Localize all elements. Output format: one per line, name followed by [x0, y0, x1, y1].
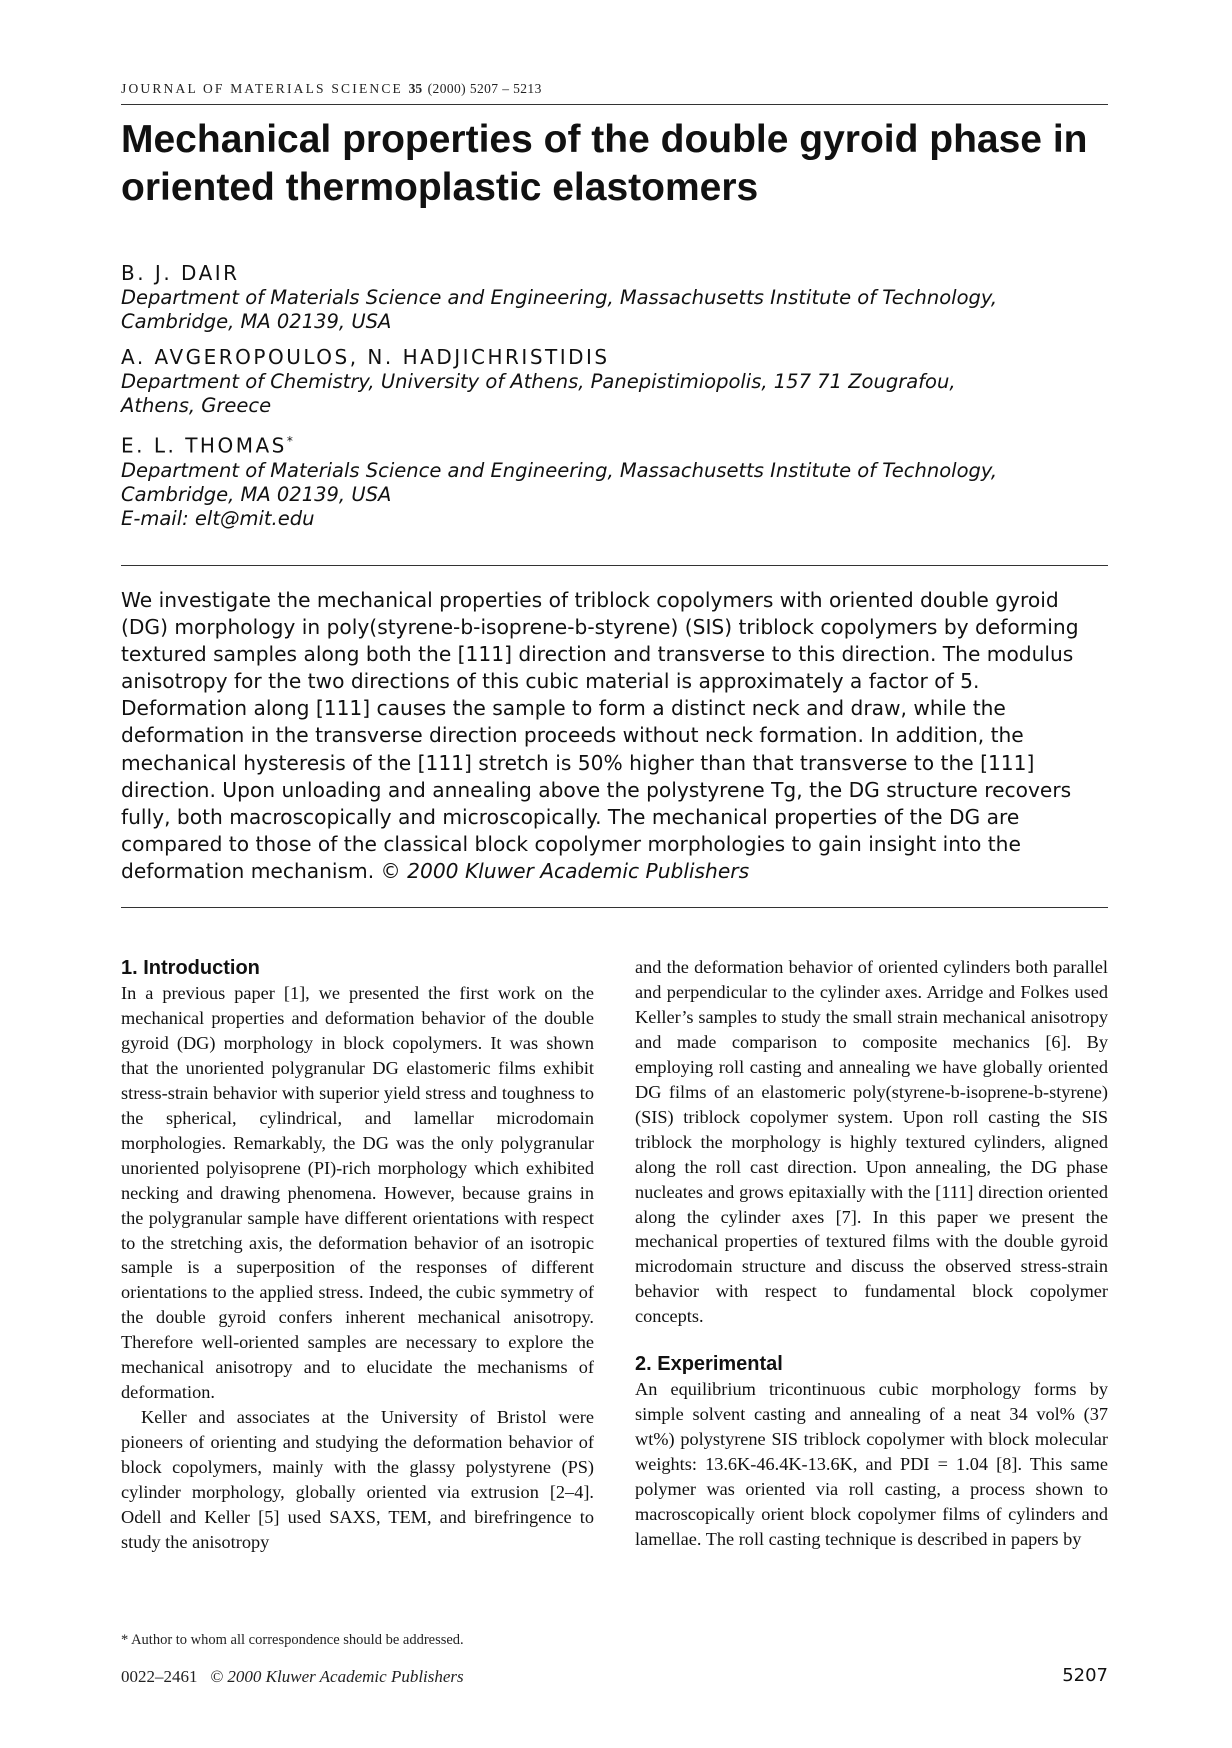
right-column [635, 955, 1108, 1552]
section-heading-experimental: 2. Experimental [635, 1353, 783, 1376]
abstract [121, 587, 1108, 885]
running-header [121, 81, 1108, 103]
abstract-copyright: © 2000 Kluwer Academic Publishers [380, 858, 750, 883]
paragraph: Keller and associates at the University of Bristol were pioneers of orienting and studying the deformation behavior of block copolymers, mainly with the glassy polystyrene (PS) cylinder morphology, globally oriented via extrusion [2–4]. Odell and Keller [5] used SAXS, TEM, and birefringence to study the anisotropy [121, 1407, 594, 1552]
journal-name: JOURNAL OF MATERIALS SCIENCE [121, 81, 403, 96]
author-affiliation: Department of Materials Science and Engineering, Massachusetts Institute of Technology, Cambridge, MA 02139, USA E-mail: elt@mit.edu [121, 458, 998, 530]
page-footer [121, 1667, 464, 1687]
author-name: B. J. DAIR [121, 261, 240, 285]
author-list [121, 260, 1108, 541]
abstract-text: We investigate the mechanical properties of triblock copolymers with oriented double gyroid (DG) morphology in poly(styrene-b-isoprene-b-styrene) (SIS) triblock copolymers by deforming textured samples along both the [111] direction and transverse to this direction. The modulus anisotropy for the two directions of this cubic material is approximately a factor of 5. Deformation along [111] causes the sample to form a distinct neck and draw, while the deformation in the transverse direction proceeds without neck formation. In addition, the mechanical hysteresis of the [111] stretch is 50% higher than that transverse to the [111] direction. Upon unloading and annealing above the polystyrene Tg, the DG structure recovers fully, both macroscopically and microscopically. The mechanical properties of the DG are compared to those of the classical block copolymer morphologies to gain insight into the deformation mechanism. [121, 588, 1079, 883]
author-block [121, 428, 1108, 531]
author-block [121, 344, 1108, 418]
journal-year-pages: (2000) 5207 – 5213 [427, 81, 542, 96]
journal-volume: 35 [408, 81, 423, 96]
paragraph: and the deformation behavior of oriented cylinders both parallel and perpendicular to the cylinder axes. Arridge and Folkes used Keller’s samples to study the small strain mechanical anisotropy and made comparison to composite mechanics [6]. By employing roll casting and annealing we have globally oriented DG films of an elastomeric poly(styrene-b-isoprene-b-styrene) (SIS) triblock copolymer system. Upon roll casting the SIS triblock the morphology is highly textured cylinders, aligned along the roll cast direction. Upon annealing, the DG phase nucleates and grows epitaxially with the [111] direction oriented along the cylinder axes [7]. In this paper we present the mechanical properties of textured films with the double gyroid microdomain structure and discuss the observed stress-strain behavior with respect to fundamental block copolymer concepts. [635, 957, 1108, 1327]
abstract-top-rule [121, 565, 1108, 566]
corresponding-author-marker: * [286, 434, 293, 448]
author-name-line [121, 428, 1108, 459]
author-name: E. L. THOMAS [121, 433, 287, 458]
abstract-bottom-rule [121, 907, 1108, 908]
paragraph: In a previous paper [1], we presented the first work on the mechanical properties and deformation behavior of the double gyroid (DG) morphology in block copolymers. It was shown that the unoriented polygranular DG elastomeric films exhibit stress-strain behavior with superior yield stress and toughness to the spherical, cylindrical, and lamellar microdomain morphologies. Remarkably, the DG was the only polygranular unoriented polyisoprene (PI)-rich morphology which exhibited necking and drawing phenomena. However, because grains in the polygranular sample have different orientations with respect to the stretching axis, the deformation behavior of an isotropic sample is a superposition of the responses of different orientations to the applied stress. Indeed, the cubic symmetry of the double gyroid confers inherent mechanical anisotropy. Therefore well-oriented samples are necessary to explore the mechanical anisotropy and to elucidate the mechanisms of deformation. [121, 983, 594, 1403]
paragraph: An equilibrium tricontinuous cubic morphology forms by simple solvent casting and annealing of a neat 34 vol% (37 wt%) polystyrene SIS triblock copolymer with block molecular weights: 13.6K-46.4K-13.6K, and PDI = 1.04 [8]. This same polymer was oriented via roll casting, a process shown to macroscopically orient block copolymer films of cylinders and lamellae. The roll casting technique is described in papers by [635, 1379, 1108, 1550]
article-title: Mechanical properties of the double gyroid phase in oriented thermoplastic elastomers [121, 118, 1088, 209]
author-affiliation: Department of Chemistry, University of Athens, Panepistimiopolis, 157 71 Zougrafou, Athens, Greece [121, 370, 956, 417]
header-rule [121, 104, 1108, 105]
article-page [121, 0, 1108, 1748]
author-block [121, 260, 1108, 334]
left-column [121, 955, 594, 1555]
footer-copyright: © 2000 Kluwer Academic Publishers [210, 1667, 464, 1686]
author-affiliation: Department of Materials Science and Engineering, Massachusetts Institute of Technology, Cambridge, MA 02139, USA [121, 286, 998, 333]
section-heading-introduction: 1. Introduction [121, 957, 260, 979]
footnote: * Author to whom all correspondence should be addressed. [121, 1632, 464, 1648]
author-name: A. AVGEROPOULOS, N. HADJICHRISTIDIS [121, 345, 610, 369]
page-number: 5207 [1062, 1665, 1108, 1686]
issn: 0022–2461 [121, 1667, 198, 1686]
